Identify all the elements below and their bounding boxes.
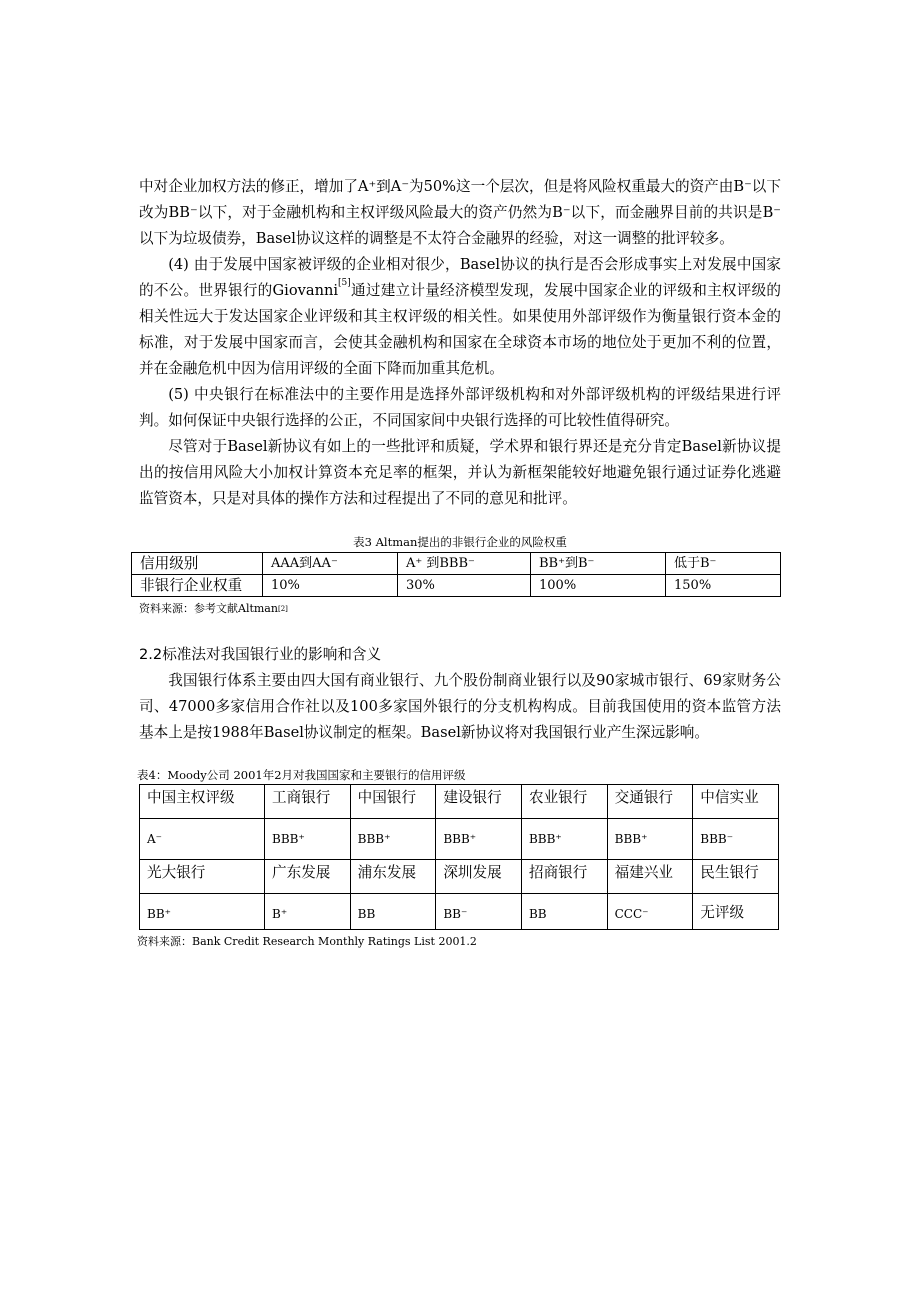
- table-cell: BB⁺: [140, 894, 265, 930]
- table-cell: 福建兴业: [607, 860, 693, 894]
- table-cell: 广东发展: [265, 860, 351, 894]
- section-heading: 2.2标准法对我国银行业的影响和含义: [139, 646, 382, 663]
- table-cell: BB: [521, 894, 607, 930]
- citation-2: [2]: [277, 605, 288, 613]
- table-cell: 10%: [263, 575, 398, 597]
- table-cell: 非银行企业权重: [132, 575, 263, 597]
- table-cell: 无评级: [693, 894, 779, 930]
- table-cell: 100%: [531, 575, 666, 597]
- table-cell: A⁻: [140, 819, 265, 860]
- table-cell: 30%: [398, 575, 531, 597]
- table-4-source: 资料来源：Bank Credit Research Monthly Ratings List 2001.2: [137, 935, 477, 948]
- table-row: [132, 575, 781, 597]
- table-cell: B⁺: [265, 894, 351, 930]
- table-cell: BBB⁺: [607, 819, 693, 860]
- table-4-caption: 表4：Moody公司 2001年2月对我国国家和主要银行的信用评级: [137, 768, 466, 782]
- table-row: [140, 894, 779, 930]
- table-cell: 信用级别: [132, 553, 263, 575]
- paragraph-1: 中对企业加权方法的修正，增加了A⁺到A⁻为50%这一个层次，但是将风险权重最大的资产由B⁻以下改为BB⁻以下，对于金融机构和主权评级风险最大的资产仍然为B⁻以下，而金融界目前的共识是B⁻以下为垃圾债券，Basel协议这样的调整是不太符合金融界的经验，对这一调整的批评较多。: [139, 178, 781, 247]
- table-row: [140, 785, 779, 819]
- table-cell: 交通银行: [607, 785, 693, 819]
- table-cell: BB⁺到B⁻: [531, 553, 666, 575]
- table-cell: AAA到AA⁻: [263, 553, 398, 575]
- citation-5: [5]: [338, 278, 351, 288]
- table-cell: 招商银行: [521, 860, 607, 894]
- table-cell: BBB⁺: [350, 819, 436, 860]
- paragraph-3: (5) 中央银行在标准法中的主要作用是选择外部评级机构和对外部评级机构的评级结果进行评判。如何保证中央银行选择的公正，不同国家间中央银行选择的可比较性值得研究。: [139, 386, 781, 429]
- table-cell: BBB⁺: [265, 819, 351, 860]
- table-cell: 深圳发展: [436, 860, 522, 894]
- content-area: [139, 174, 781, 950]
- table-row: [140, 819, 779, 860]
- table-cell: 农业银行: [521, 785, 607, 819]
- table-cell: 民生银行: [693, 860, 779, 894]
- table-3-source-text: 资料来源：参考文献Altman: [139, 602, 278, 615]
- table-cell: 光大银行: [140, 860, 265, 894]
- table-cell: 中信实业: [693, 785, 779, 819]
- paragraph-2-text: (4) 由于发展中国家被评级的企业相对很少，Basel协议的执行是否会形成事实上对发展中国家的不公。世界银行的Giovanni: [139, 256, 781, 299]
- table-row: [132, 553, 781, 575]
- table-cell: BBB⁺: [436, 819, 522, 860]
- table-3-source: [139, 600, 781, 618]
- table-cell: CCC⁻: [607, 894, 693, 930]
- paragraph-2-rest: 通过建立计量经济模型发现，发展中国家企业的评级和主权评级的相关性远大于发达国家企业评级和其主权评级的相关性。如果使用外部评级作为衡量银行资本金的标准，对于发展中国家而言，会使其金融机构和国家在全球资本市场的地位处于更加不利的位置，并在金融危机中因为信用评级的全面下降而加重其危机。: [139, 282, 781, 377]
- section-paragraph: 我国银行体系主要由四大国有商业银行、九个股份制商业银行以及90家城市银行、69家财务公司、47000多家信用合作社以及100多家国外银行的分支机构构成。目前我国使用的资本监管方法基本上是按1988年Basel协议制定的框架。Basel新协议将对我国银行业产生深远影响。: [139, 672, 781, 741]
- table-cell: BBB⁻: [693, 819, 779, 860]
- table-cell: BBB⁺: [521, 819, 607, 860]
- table-cell: 中国银行: [350, 785, 436, 819]
- paragraph-4: 尽管对于Basel新协议有如上的一些批评和质疑，学术界和银行界还是充分肯定Basel新协议提出的按信用风险大小加权计算资本充足率的框架，并认为新框架能较好地避免银行通过证券化逃避监管资本，只是对具体的操作方法和过程提出了不同的意见和批评。: [139, 438, 781, 507]
- table-3: [131, 552, 781, 597]
- table-cell: 中国主权评级: [140, 785, 265, 819]
- table-cell: A⁺ 到BBB⁻: [398, 553, 531, 575]
- table-3-caption: 表3 Altman提出的非银行企业的风险权重: [353, 535, 567, 549]
- table-cell: 150%: [666, 575, 781, 597]
- table-cell: 浦东发展: [350, 860, 436, 894]
- table-row: [140, 860, 779, 894]
- table-cell: 低于B⁻: [666, 553, 781, 575]
- table-cell: BB: [350, 894, 436, 930]
- table-4: [139, 784, 779, 930]
- paragraph-2: [139, 252, 781, 382]
- table-cell: 工商银行: [265, 785, 351, 819]
- table-cell: BB⁻: [436, 894, 522, 930]
- table-cell: 建设银行: [436, 785, 522, 819]
